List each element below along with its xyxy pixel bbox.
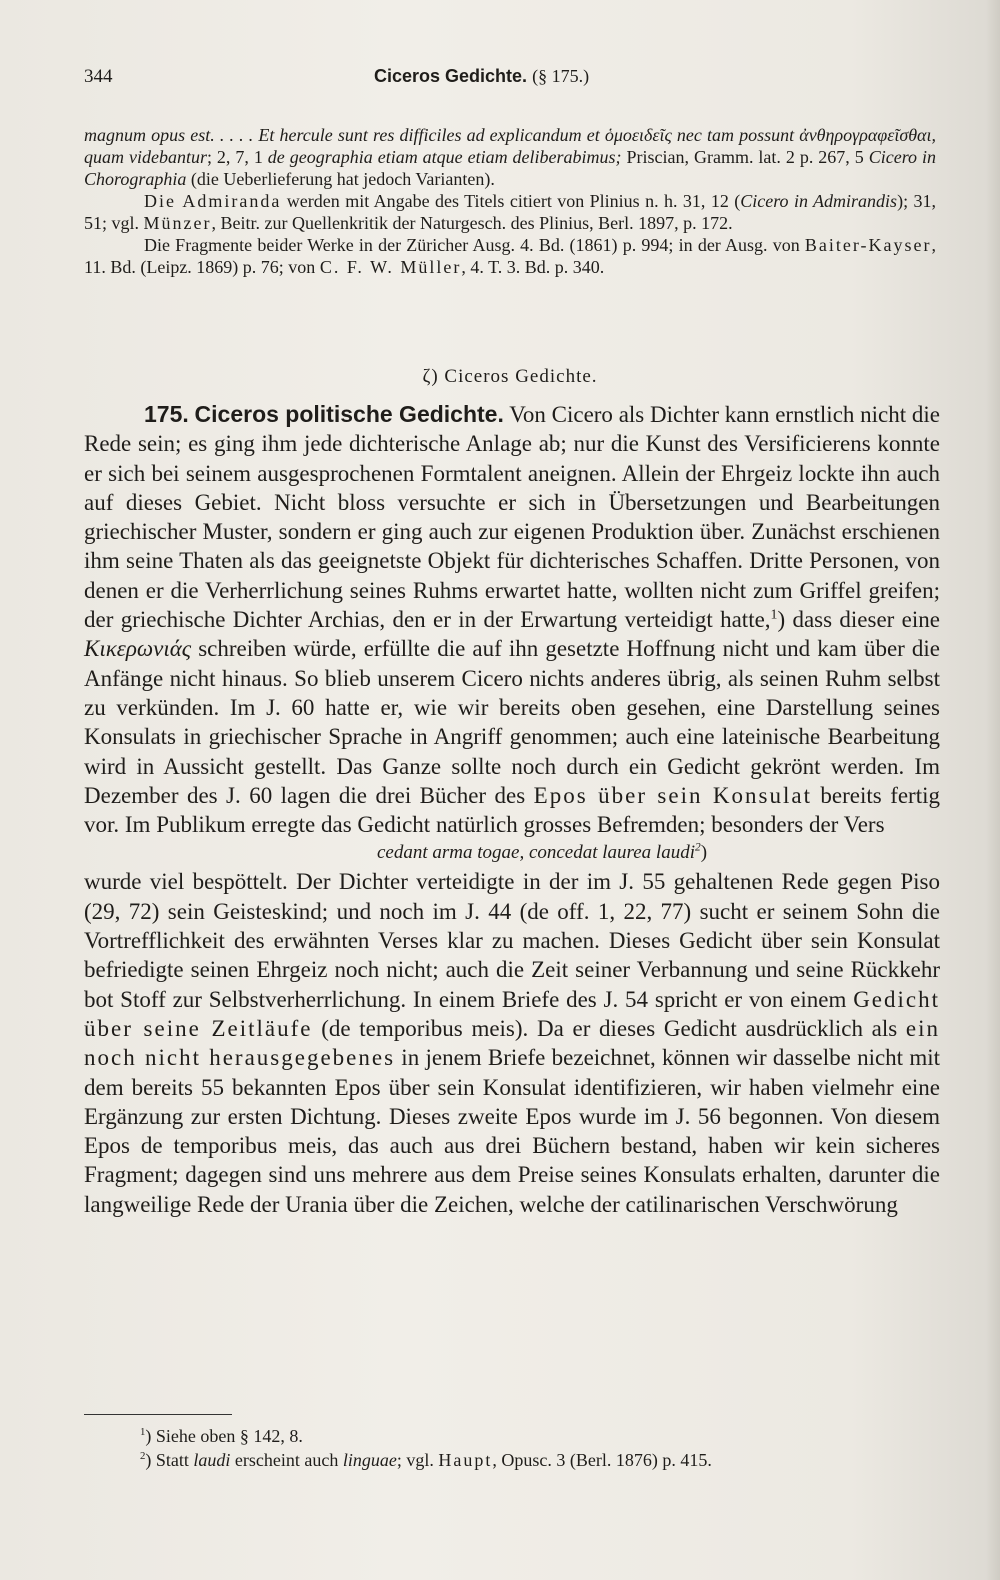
main-text bbox=[84, 400, 940, 1219]
footnote-ref-2[interactable]: 2 bbox=[694, 842, 701, 855]
note-paragraph-3 bbox=[84, 234, 936, 278]
spaced-term: ein noch nicht herausgegebenes bbox=[84, 1015, 940, 1071]
footnote-text: erscheint auch bbox=[230, 1450, 343, 1470]
running-title-text: Ciceros Gedichte. bbox=[374, 66, 528, 86]
body-text: in jenem Briefe bezeichnet, können wir dasselbe nicht mit dem bereits 55 bekannten Epos über sein Konsulat identifizieren, wir haben vielmehr eine Ergänzung zur ersten Dichtung. Dieses zweite Epos wurde im J. 56 begonnen. Von diesem Epos de temporibus meis, das auch aus drei Büchern bestand, haben wir kein sicheres Fragment; dagegen sind uns mehrere aus dem Preise seines Konsulats erhalten, darunter die langweilige Rede der Urania über die Zeichen, welche der catilinarischen Verschwörung bbox=[84, 1045, 940, 1217]
author-name: Baiter-Kayser bbox=[804, 235, 932, 255]
note-text: Priscian, Gramm. lat. 2 p. 267, 5 bbox=[621, 147, 869, 167]
body-text: Von Cicero als Dichter kann ernstlich nicht die Rede sein; es ging ihm jede dichterische Anlage ab; nur die Kunst des Versificierens konnte er sich bei seinem ausgesprochenen Formtalent aneignen. Allein der Ehrgeiz lockte ihn auch auf dieses Gebiet. Nicht bloss versuchte er sich in Übersetzungen und Bearbeitungen griechischer Muster, sondern er ging auch zur eigenen Produktion über. Zunächst erschienen ihm seine Thaten als das geeignetste Objekt für dichterisches Schaffen. Dritte Personen, von denen er die Verherrlichung seines Ruhms erwartet hatte, wollten nicht zum Griffel greifen; der griechische Dichter Archias, den er in der Erwartung verteidigt hatte, bbox=[84, 402, 941, 633]
running-header bbox=[84, 66, 920, 96]
note-text: ; 2, 7, 1 bbox=[206, 147, 268, 167]
section-paragraph-1 bbox=[84, 400, 940, 839]
footnote-2 bbox=[140, 1448, 940, 1472]
note-paragraph-1 bbox=[84, 124, 936, 190]
spaced-term: Die Admiranda bbox=[144, 191, 282, 211]
note-text: (die Ueberlieferung hat jedoch Varianten). bbox=[186, 169, 495, 189]
footnote-mark: 1 bbox=[140, 1426, 146, 1438]
bibliographic-notes bbox=[84, 124, 936, 278]
running-title bbox=[374, 66, 589, 87]
note-latin-quote: Cicero in Admirandis bbox=[740, 191, 898, 211]
author-name: Haupt bbox=[438, 1450, 493, 1470]
note-latin-quote: Cicero in Chorographia bbox=[84, 147, 936, 189]
footnote-text: , Opusc. 3 (Berl. 1876) p. 415. bbox=[492, 1450, 712, 1470]
verse-quote bbox=[84, 839, 940, 867]
footnote-divider bbox=[84, 1414, 232, 1415]
note-text: ); 31, 51; vgl. bbox=[84, 191, 936, 233]
note-text: , 4. T. 3. Bd. p. 340. bbox=[461, 257, 605, 277]
footnote-text: ) Statt bbox=[145, 1450, 194, 1470]
section-title: Ciceros politische Gedichte. bbox=[194, 401, 504, 427]
note-text: werden mit Angabe des Titels citiert von Plinius n. h. 31, 12 ( bbox=[281, 191, 741, 211]
note-text: , Beitr. zur Quellenkritik der Naturgesch. des Plinius, Berl. 1897, p. 172. bbox=[211, 213, 733, 233]
body-text: wurde viel bespöttelt. Der Dichter verteidigte in der im J. 55 gehaltenen Rede gegen Piso (29, 72) sein Geisteskind; und noch im J. 44 (de off. 1, 22, 77) sucht er seinem Sohn die Vortrefflichkeit des erwähnten Verses klar zu machen. Dieses Gedicht über sein Konsulat befriedigte seinen Ehrgeiz noch nicht; auch die Zeit seiner Verbannung und seine Rückkehr bot Stoff zur Selbstverherrlichung. In einem Briefe des J. 54 spricht er von einem bbox=[84, 869, 940, 1012]
spaced-term: Epos über sein Konsulat bbox=[533, 782, 812, 808]
note-latin-quote: de geographia etiam atque etiam deliberabimus; bbox=[267, 147, 622, 167]
note-text: Die Fragmente beider Werke in der Züricher Ausg. 4. Bd. (1861) p. 994; in der Ausg. von bbox=[144, 235, 805, 255]
page-number: 344 bbox=[84, 66, 113, 87]
footnote-mark: 2 bbox=[140, 1450, 146, 1462]
section-paragraph-2 bbox=[84, 867, 940, 1219]
note-paragraph-2 bbox=[84, 190, 936, 234]
section-reference: (§ 175.) bbox=[532, 66, 590, 86]
footnote-latin: laudi bbox=[193, 1450, 231, 1470]
body-text: schreiben würde, erfüllte die auf ihn gesetzte Hoffnung nicht und kam über die Anfänge nicht hinaus. So blieb unserem Cicero nichts anderes übrig, als seinen Ruhm selbst zu verkünden. Im J. 60 hatte er, wie wir bereits oben gesehen, eine Darstellung seines Konsulats in griechischer Sprache in Angriff genommen; auch eine lateinische Bearbeitung wird in Aussicht gestellt. Das Ganze sollte noch durch ein Gedicht gekrönt werden. Im Dezember des J. 60 lagen die drei Bücher des bbox=[84, 636, 940, 808]
page-edge-shadow bbox=[986, 0, 1000, 1580]
spaced-term: Gedicht über seine Zeitläufe bbox=[84, 986, 940, 1041]
footnote-text: ) Siehe oben § 142, 8. bbox=[145, 1426, 303, 1446]
footnotes bbox=[140, 1424, 940, 1472]
verse-text: ) bbox=[700, 842, 708, 864]
body-text: ) dass dieser eine bbox=[777, 607, 940, 633]
verse-text: cedant arma togae, concedat laurea laudi bbox=[376, 842, 695, 864]
greek-word: Κικερωνιάς bbox=[84, 636, 192, 662]
note-latin-quote: magnum opus est. . . . . Et hercule sunt res difficiles ad explicandum et ὁμοειδεῖς nec tam possunt ἀνθηρογραφεῖσθαι, quam videbantur bbox=[84, 125, 936, 167]
footnote-ref-1[interactable]: 1 bbox=[770, 606, 778, 622]
body-text: bereits fertig vor. Im Publikum erregte das Gedicht natürlich grosses Befremden; besonders der Vers bbox=[84, 782, 941, 838]
author-name: Münzer bbox=[143, 213, 212, 233]
note-text: , 11. Bd. (Leipz. 1869) p. 76; von bbox=[84, 235, 936, 277]
author-name: C. F. W. Müller bbox=[319, 257, 462, 277]
footnote-text: ; vgl. bbox=[396, 1450, 439, 1470]
section-number: 175. bbox=[144, 401, 189, 427]
footnote-latin: linguae bbox=[342, 1450, 397, 1470]
body-text: (de temporibus meis). Da er dieses Gedicht ausdrücklich als bbox=[312, 1015, 906, 1041]
footnote-1 bbox=[140, 1424, 940, 1448]
subsection-heading: ζ) Ciceros Gedichte. bbox=[422, 366, 598, 387]
